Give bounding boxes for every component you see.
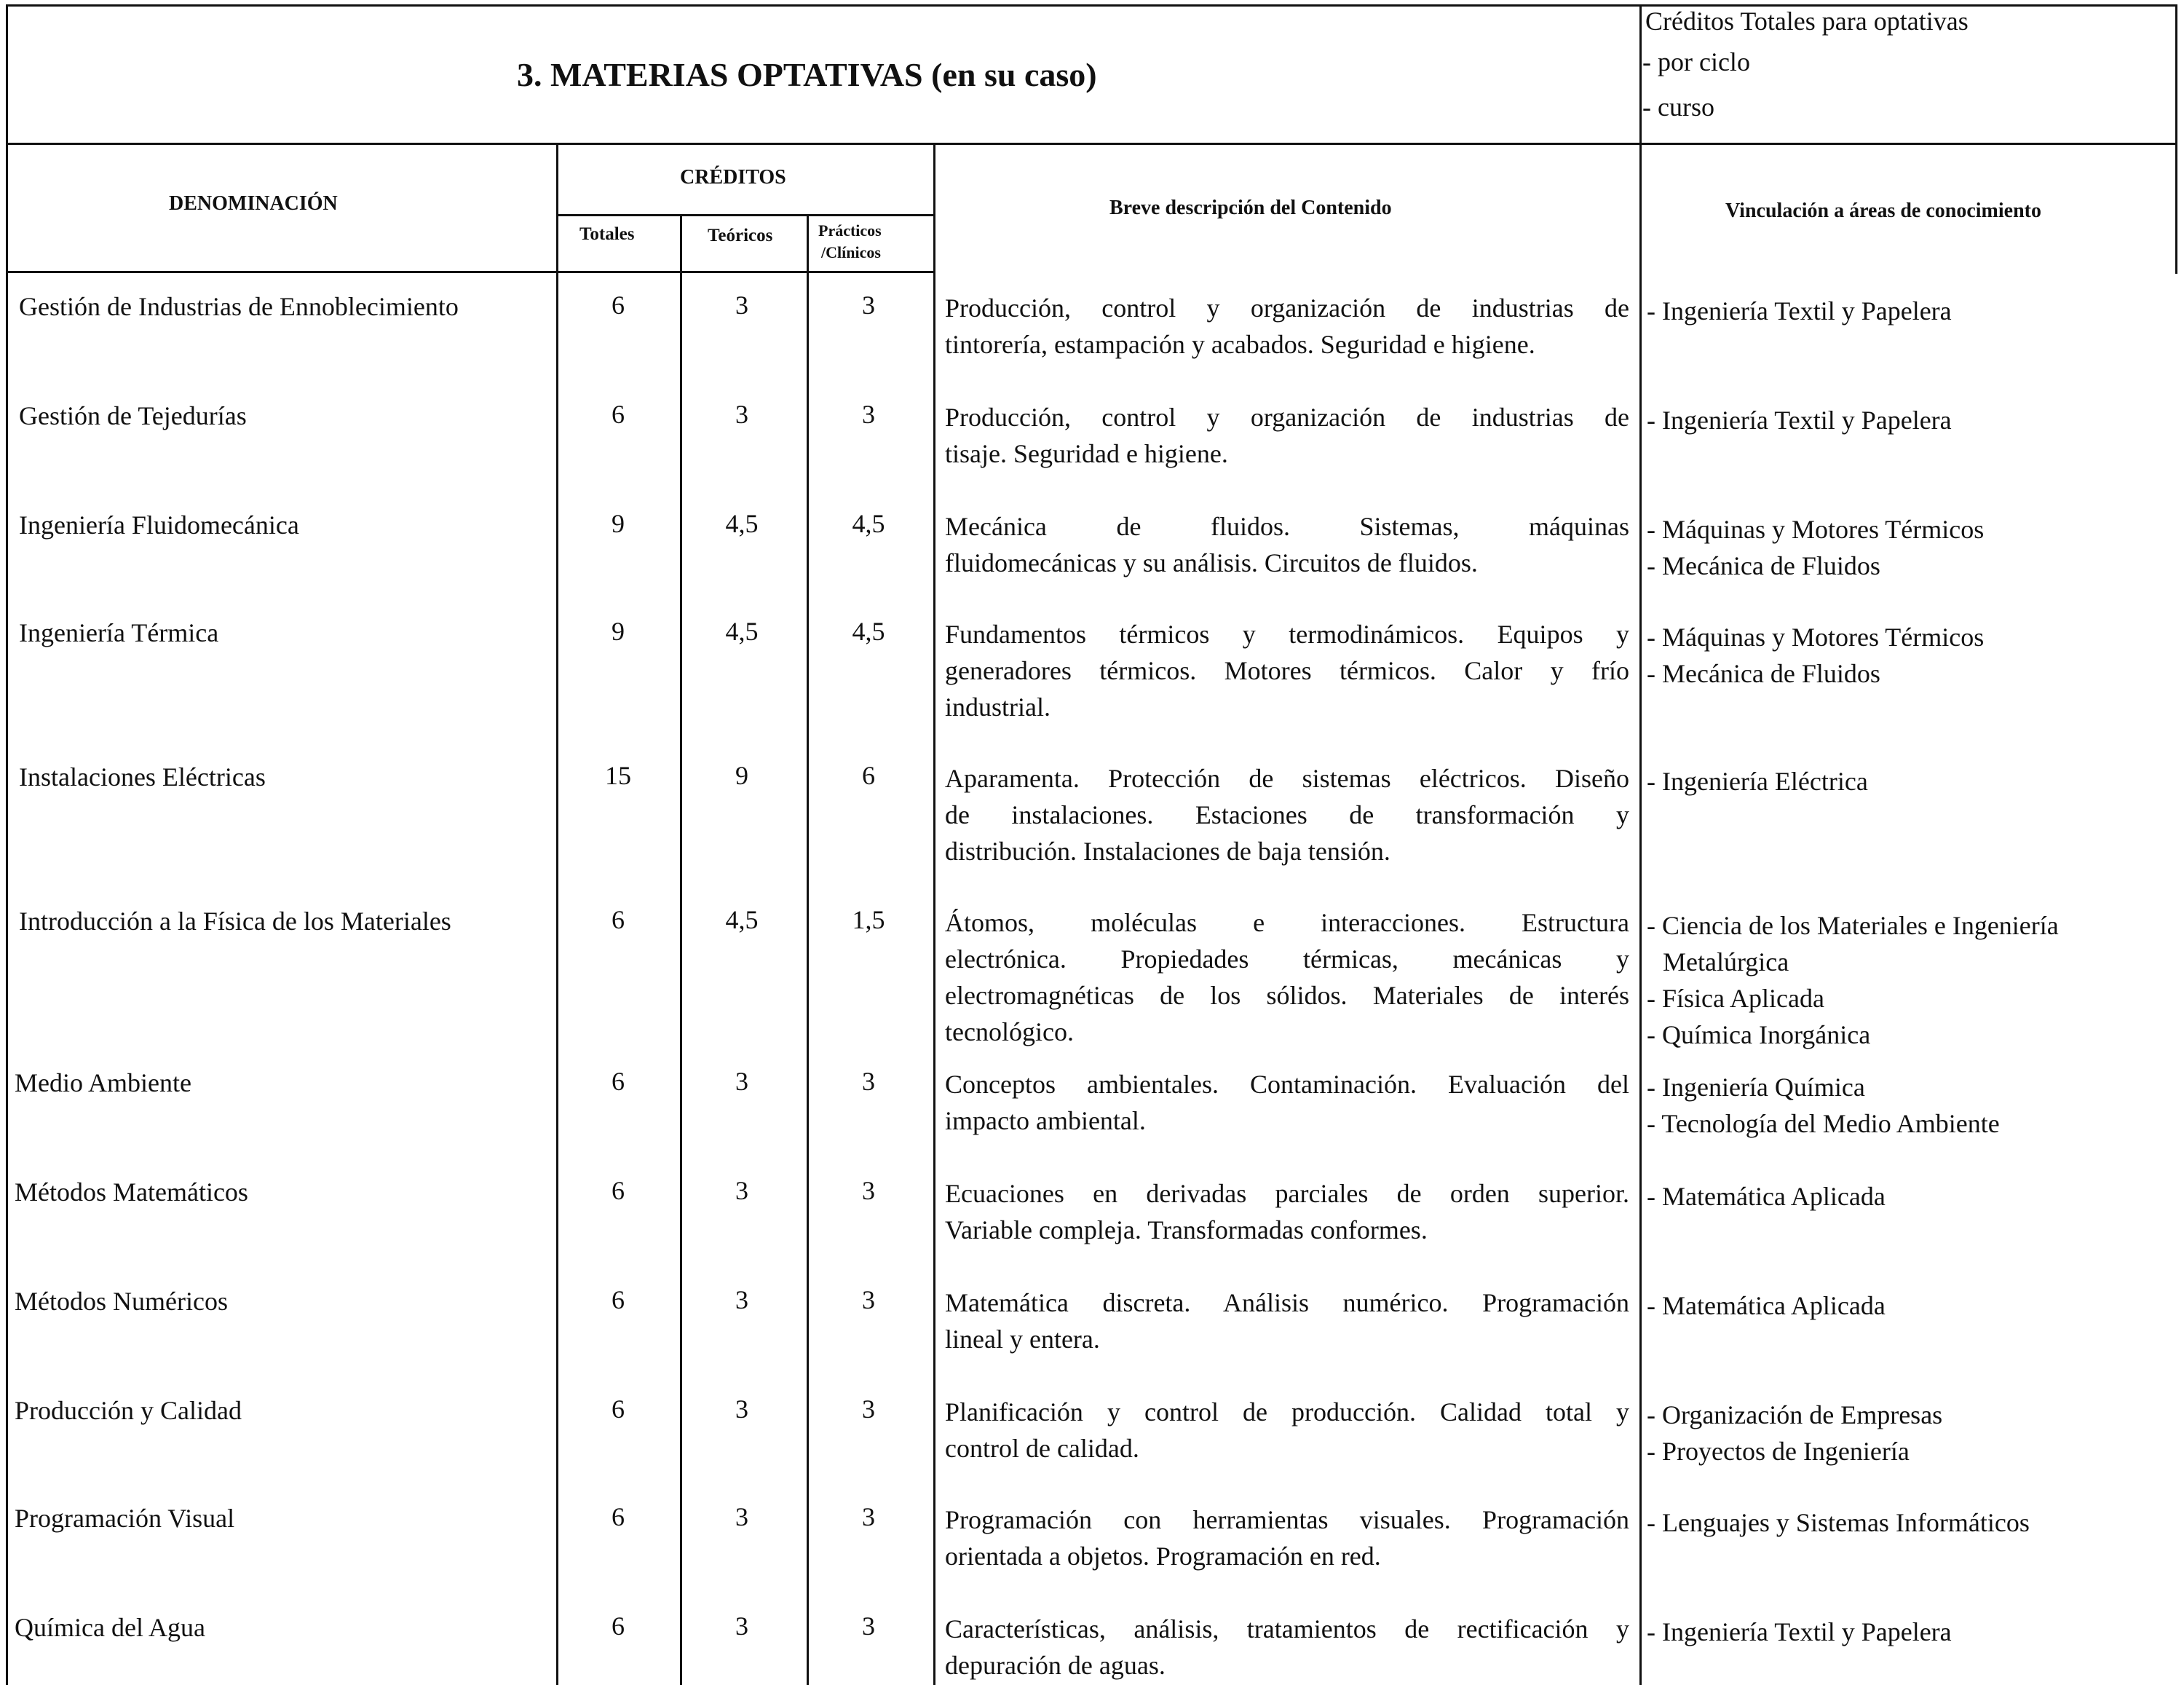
row-teoricos: 3 [735, 1502, 748, 1531]
descripcion-line: Planificación y control de producción. Calidad total y [945, 1397, 1629, 1426]
descripcion-line: depuración de aguas. [945, 1651, 1166, 1680]
row-teoricos: 3 [735, 1176, 748, 1205]
row-totales: 6 [612, 1176, 625, 1205]
header-denominacion: DENOMINACIÓN [169, 192, 338, 215]
row-descripcion [945, 1501, 1629, 1574]
descripcion-line: tecnológico. [945, 1017, 1074, 1046]
row-vinculacion: - Máquinas y Motores Térmicos [1647, 515, 1985, 544]
row-totales: 6 [612, 1394, 625, 1424]
row-denominacion: Introducción a la Física de los Materiales [19, 907, 451, 936]
row-denominacion: Instalaciones Eléctricas [19, 762, 266, 792]
row-practicos: 3 [862, 1176, 875, 1205]
descripcion-line: de instalaciones. Estaciones de transformación y [945, 800, 1629, 829]
descripcion-line: Producción, control y organización de industrias de [945, 403, 1629, 432]
row-practicos: 3 [862, 1067, 875, 1096]
row-vinculacion: - Lenguajes y Sistemas Informáticos [1647, 1508, 2030, 1537]
row-vinculacion: - Ingeniería Textil y Papelera [1647, 296, 1952, 325]
row-vinculacion: - Mecánica de Fluidos [1647, 551, 1880, 580]
descripcion-line: Mecánica de fluidos. Sistemas, máquinas [945, 512, 1629, 541]
row-teoricos: 9 [735, 761, 748, 790]
credits-box-line-1: Créditos Totales para optativas [1645, 7, 1969, 36]
col-divider-name [556, 143, 558, 1685]
row-vinculacion: - Ingeniería Química [1647, 1073, 1865, 1102]
col-divider-totales [680, 216, 682, 1685]
row-practicos: 3 [862, 400, 875, 429]
header-teoricos: Teóricos [708, 226, 773, 245]
descripcion-line: lineal y entera. [945, 1325, 1100, 1354]
row-vinculacion: - Ciencia de los Materiales e Ingeniería [1647, 911, 2059, 940]
header-vinculacion: Vinculación a áreas de conocimiento [1725, 200, 2041, 222]
row-vinculacion: - Organización de Empresas [1647, 1400, 1943, 1429]
row-descripcion [945, 1066, 1629, 1139]
row-descripcion [945, 399, 1629, 472]
row-descripcion [945, 1611, 1629, 1684]
row-denominacion: Programación Visual [15, 1504, 235, 1533]
row-denominacion: Ingeniería Térmica [19, 618, 219, 647]
row-denominacion: Producción y Calidad [15, 1396, 242, 1425]
descripcion-line: electrónica. Propiedades térmicas, mecánicas y [945, 944, 1629, 974]
row-totales: 6 [612, 400, 625, 429]
header-descripcion: Breve descripción del Contenido [1109, 197, 1392, 219]
row-vinculacion: - Química Inorgánica [1647, 1020, 1871, 1049]
row-descripcion [945, 1394, 1629, 1467]
row-vinculacion: Metalúrgica [1663, 947, 1789, 976]
creditos-sub-border [556, 214, 933, 216]
header-creditos: CRÉDITOS [680, 166, 786, 189]
row-descripcion [945, 1175, 1629, 1248]
header-practicos-2: /Clínicos [821, 243, 881, 261]
descripcion-line: Aparamenta. Protección de sistemas eléctricos. Diseño [945, 764, 1629, 793]
left-border [6, 4, 8, 1685]
row-descripcion [945, 508, 1629, 581]
descripcion-line: tisaje. Seguridad e higiene. [945, 439, 1228, 468]
row-practicos: 3 [862, 1394, 875, 1424]
row-denominacion: Gestión de Industrias de Ennoblecimiento [19, 292, 459, 321]
descripcion-line: orientada a objetos. Programación en red. [945, 1542, 1381, 1571]
row-totales: 6 [612, 1611, 625, 1641]
row-descripcion [945, 1285, 1629, 1357]
row-descripcion [945, 760, 1629, 869]
row-vinculacion: - Proyectos de Ingeniería [1647, 1437, 1910, 1466]
row-denominacion: Medio Ambiente [15, 1068, 191, 1097]
descripcion-line: Programación con herramientas visuales. Programación [945, 1505, 1629, 1534]
row-denominacion: Gestión de Tejedurías [19, 401, 247, 430]
row-practicos: 3 [862, 1502, 875, 1531]
row-teoricos: 3 [735, 1394, 748, 1424]
row-vinculacion: - Física Aplicada [1647, 984, 1824, 1013]
row-vinculacion: - Mecánica de Fluidos [1647, 659, 1880, 688]
row-vinculacion: - Ingeniería Textil y Papelera [1647, 1617, 1952, 1646]
row-teoricos: 4,5 [725, 617, 759, 646]
descripcion-line: Conceptos ambientales. Contaminación. Evaluación del [945, 1070, 1629, 1099]
row-denominacion: Ingeniería Fluidomecánica [19, 510, 299, 540]
descripcion-line: Ecuaciones en derivadas parciales de orden superior. [945, 1179, 1629, 1208]
row-practicos: 4,5 [852, 617, 885, 646]
header-totales: Totales [579, 224, 635, 244]
descripcion-line: distribución. Instalaciones de baja tensión. [945, 837, 1390, 866]
row-teoricos: 3 [735, 1067, 748, 1096]
descripcion-line: control de calidad. [945, 1434, 1139, 1463]
right-border-top [2175, 4, 2177, 274]
row-totales: 6 [612, 1067, 625, 1096]
descripcion-line: Características, análisis, tratamientos de rectificación y [945, 1614, 1629, 1643]
row-practicos: 3 [862, 1285, 875, 1314]
descripcion-line: impacto ambiental. [945, 1106, 1146, 1135]
descripcion-line: Producción, control y organización de industrias de [945, 293, 1629, 323]
col-divider-teoricos [807, 216, 809, 1685]
row-teoricos: 3 [735, 1611, 748, 1641]
row-vinculacion: - Tecnología del Medio Ambiente [1647, 1109, 2000, 1138]
credits-box-line-3: - curso [1642, 92, 1714, 122]
row-practicos: 1,5 [852, 905, 885, 934]
descripcion-line: Variable compleja. Transformadas conformes. [945, 1215, 1428, 1244]
row-descripcion [945, 904, 1629, 1050]
row-totales: 6 [612, 905, 625, 934]
header-bottom-border [6, 271, 933, 273]
page-title: 3. MATERIAS OPTATIVAS (en su caso) [517, 56, 1097, 93]
row-totales: 9 [612, 617, 625, 646]
descripcion-line: tintorería, estampación y acabados. Seguridad e higiene. [945, 330, 1535, 359]
credits-box-divider [1639, 4, 1642, 1685]
descripcion-line: Átomos, moléculas e interacciones. Estructura [945, 908, 1629, 937]
row-vinculacion: - Máquinas y Motores Térmicos [1647, 623, 1985, 652]
row-denominacion: Métodos Numéricos [15, 1287, 228, 1316]
row-vinculacion: - Matemática Aplicada [1647, 1291, 1886, 1320]
row-denominacion: Química del Agua [15, 1613, 205, 1642]
row-practicos: 6 [862, 761, 875, 790]
col-divider-practicos [933, 143, 935, 1685]
row-descripcion [945, 290, 1629, 363]
row-teoricos: 4,5 [725, 509, 759, 538]
descripcion-line: Fundamentos térmicos y termodinámicos. Equipos y [945, 620, 1629, 649]
descripcion-line: electromagnéticas de los sólidos. Materiales de interés [945, 981, 1629, 1010]
credits-box-line-2: - por ciclo [1642, 47, 1750, 76]
descripcion-line: generadores térmicos. Motores térmicos. Calor y frío [945, 656, 1629, 685]
row-vinculacion: - Matemática Aplicada [1647, 1182, 1886, 1211]
row-practicos: 4,5 [852, 509, 885, 538]
row-teoricos: 3 [735, 291, 748, 320]
row-totales: 15 [605, 761, 631, 790]
row-teoricos: 3 [735, 400, 748, 429]
descripcion-line: fluidomecánicas y su análisis. Circuitos de fluidos. [945, 548, 1478, 577]
row-totales: 6 [612, 1285, 625, 1314]
row-teoricos: 3 [735, 1285, 748, 1314]
row-vinculacion: - Ingeniería Textil y Papelera [1647, 406, 1952, 435]
row-totales: 9 [612, 509, 625, 538]
descripcion-line: industrial. [945, 692, 1051, 722]
title-bottom-border [6, 143, 2177, 145]
row-descripcion [945, 616, 1629, 725]
row-totales: 6 [612, 1502, 625, 1531]
row-vinculacion: - Ingeniería Eléctrica [1647, 767, 1868, 796]
row-totales: 6 [612, 291, 625, 320]
row-teoricos: 4,5 [725, 905, 759, 934]
header-practicos-1: Prácticos [818, 221, 882, 240]
row-practicos: 3 [862, 1611, 875, 1641]
row-denominacion: Métodos Matemáticos [15, 1177, 248, 1207]
row-practicos: 3 [862, 291, 875, 320]
descripcion-line: Matemática discreta. Análisis numérico. Programación [945, 1288, 1629, 1317]
